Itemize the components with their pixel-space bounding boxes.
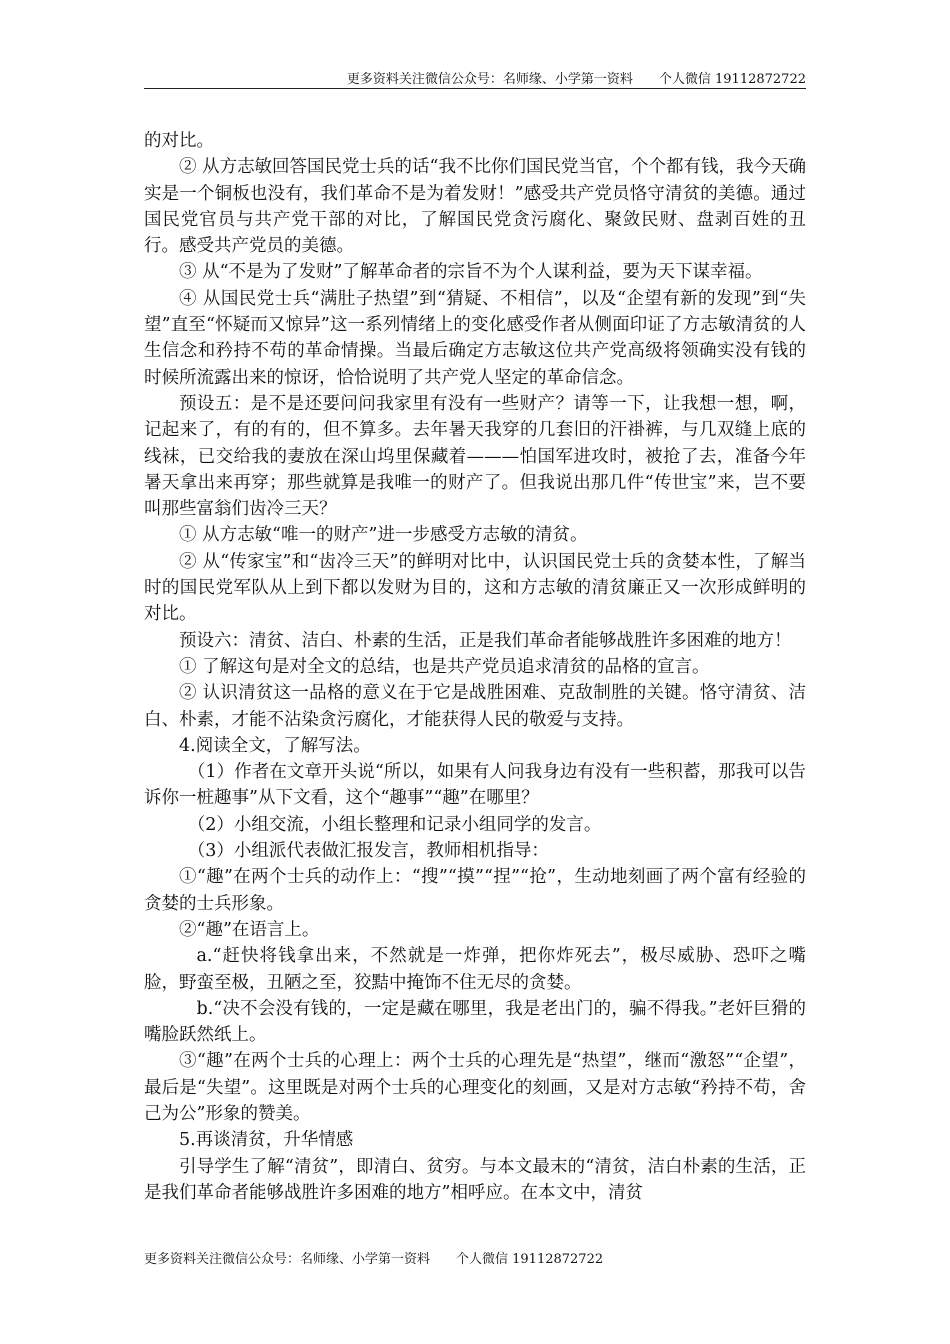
paragraph: ③ 从“不是为了发财”了解革命者的宗旨不为个人谋利益，要为天下谋幸福。 bbox=[179, 262, 763, 283]
paragraph: ② 从“传家宝”和“齿冷三天”的鲜明对比中，认识国民党士兵的贪婪本性，了解当时的国民党军队从上到下都以发财为目的，这和方志敏的清贫廉正又一次形成鲜明的对比。 bbox=[144, 551, 806, 625]
paragraph: 预设六：清贫、洁白、朴素的生活，正是我们革命者能够战胜许多困难的地方！ bbox=[179, 630, 792, 651]
paragraph: a.“赶快将钱拿出来，不然就是一炸弹，把你炸死去”，极尽威胁、恐吓之嘴脸，野蛮至极，丑陋之至，狡黠中掩饰不住无尽的贪婪。 bbox=[144, 946, 806, 993]
paragraph: ①“趣”在两个士兵的动作上：“搜”“摸”“捏”“抢”，生动地刻画了两个富有经验的贪婪的士兵形象。 bbox=[144, 867, 806, 914]
page-footer: 更多资料关注微信公众号：名师缘、小学第一资料 个人微信 19112872722 bbox=[144, 1252, 604, 1267]
paragraph: b.“决不会没有钱的，一定是藏在哪里，我是老出门的，骗不得我。”老奸巨猾的嘴脸跃然纸上。 bbox=[144, 998, 806, 1046]
paragraph: ① 从方志敏“唯一的财产”进一步感受方志敏的清贫。 bbox=[179, 525, 588, 546]
paragraph: （2）小组交流，小组长整理和记录小组同学的发言。 bbox=[187, 814, 602, 835]
paragraph: ④ 从国民党士兵“满肚子热望”到“猜疑、不相信”，以及“企望有新的发现”到“失望”直至“怀疑而又惊异”这一系列情绪上的变化感受作者从侧面印证了方志敏清贫的人生信念和矜持不苟的革命情操。当最后确定方志敏这位共产党高级将领确实没有钱的时候所流露出来的惊讶，恰恰说明了共产党人坚定的革命信念。 bbox=[144, 288, 806, 388]
section-heading: 5.再谈清贫，升华情感 bbox=[179, 1130, 354, 1151]
paragraph: 预设五：是不是还要问问我家里有没有一些财产？请等一下，让我想一想，啊，记起来了，有的有的，但不算多。去年暑天我穿的几套旧的汗褂裤，与几双缝上底的线袜，已交给我的妻放在深山坞里保藏着———怕国军进攻时，被抢了去，准备今年暑天拿出来再穿；那些就算是我唯一的财产了。但我说出那几件“传世宝”来，岂不要叫那些富翁们齿冷三天？ bbox=[144, 393, 806, 520]
paragraph: ③“趣”在两个士兵的心理上：两个士兵的心理先是“热望”，继而“激怒”“企望”，最后是“失望”。这里既是对两个士兵的心理变化的刻画，又是对方志敏“矜持不苟，舍己为公”形象的赞美。 bbox=[144, 1051, 806, 1124]
header-text: 更多资料关注微信公众号：名师缘、小学第一资料 个人微信 19112872722 bbox=[346, 72, 806, 87]
page-header bbox=[144, 60, 806, 89]
paragraph: 的对比。 bbox=[144, 131, 214, 151]
paragraph: ② 认识清贫这一品格的意义在于它是战胜困难、克敌制胜的关键。恪守清贫、洁白、朴素，才能不沾染贪污腐化，才能获得人民的敬爱与支持。 bbox=[144, 683, 806, 730]
paragraph: ② 从方志敏回答国民党士兵的话“我不比你们国民党当官，个个都有钱，我今天确实是一个铜板也没有，我们革命不是为着发财！”感受共产党员恪守清贫的美德。通过国民党官员与共产党干部的对比，了解国民党贪污腐化、聚敛民财、盘剥百姓的丑行。感受共产党员的美德。 bbox=[144, 157, 807, 257]
document-body bbox=[144, 128, 806, 1206]
paragraph: （3）小组派代表做汇报发言，教师相机指导： bbox=[187, 841, 549, 862]
paragraph: ②“趣”在语言上。 bbox=[179, 919, 320, 940]
section-heading: 4.阅读全文，了解写法。 bbox=[179, 735, 371, 756]
paragraph: （1）作者在文章开头说“所以，如果有人问我身边有没有一些积蓄，那我可以告诉你一桩趣事”从下文看，这个“趣事”“趣”在哪里？ bbox=[144, 762, 806, 809]
paragraph: 引导学生了解“清贫”，即清白、贫穷。与本文最末的“清贫，洁白朴素的生活，正是我们革命者能够战胜许多困难的地方”相呼应。在本文中，清贫 bbox=[144, 1156, 806, 1203]
paragraph: ① 了解这句是对全文的总结，也是共产党员追求清贫的品格的宣言。 bbox=[179, 656, 710, 677]
